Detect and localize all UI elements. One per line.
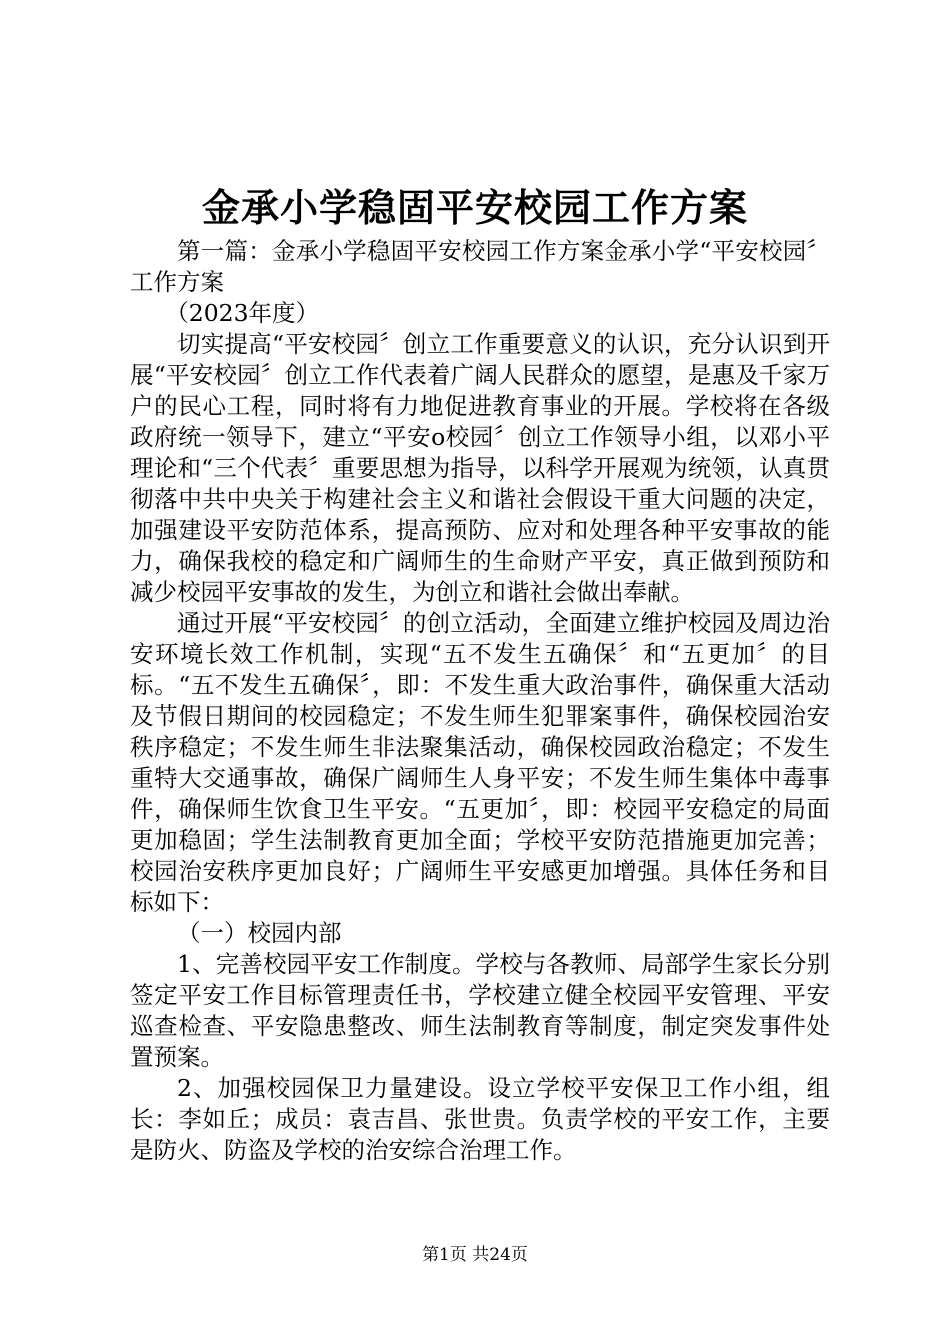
paragraph-importance: 切实提高“平安校园〞创立工作重要意义的认识，充分认识到开展“平安校园〞创立工作代表着广阔人民群众的愿望，是惠及千家万户的民心工程，同时将有力地促进教育事业的开展。学校将在各级政府统一领导下，建立“平安ο校园〞创立工作领导小组，以邓小平理论和“三个代表〞重要思想为指导，以科学开展观为统领，认真贯彻落中共中央关于构建社会主义和谐社会假设干重大问题的决定，加强建设平安防范体系，提高预防、应对和处理各种平安事故的能力，确保我校的稳定和广阔师生的生命财产平安，真正做到预防和减少校园平安事故的发生，为创立和谐社会做出奉献。 — [130, 330, 830, 606]
page-footer: 第1页 共24页 — [422, 1245, 528, 1265]
document-body — [130, 236, 830, 1166]
section-heading-campus-interior: （一）校园内部 — [177, 919, 342, 947]
paragraph-item-1: 1、完善校园平安工作制度。学校与各教师、局部学生家长分别签定平安工作目标管理责任书，学校建立健全校园平安管理、平安巡查检查、平安隐患整改、师生法制教育等制度，制定突发事件处置预案。 — [130, 950, 830, 1071]
paragraph-intro: 第一篇：金承小学稳固平安校园工作方案金承小学“平安校园〞工作方案 — [130, 237, 830, 296]
paragraph-item-2: 2、加强校园保卫力量建设。设立学校平安保卫工作小组，组长：李如丘；成员：袁吉昌、张世贵。负责学校的平安工作，主要是防火、防盗及学校的治安综合治理工作。 — [130, 1074, 830, 1164]
paragraph-year: （2023年度） — [165, 299, 320, 327]
document-title: 金承小学稳固平安校园工作方案 — [201, 185, 748, 230]
paragraph-goals: 通过开展“平安校园〞的创立活动，全面建立维护校园及周边治安环境长效工作机制，实现“五不发生五确保〞和“五更加〞的目标。“五不发生五确保〞，即：不发生重大政治事件，确保重大活动及节假日期间的校园稳定；不发生师生犯罪案事件，确保校园治安秩序稳定；不发生师生非法聚集活动，确保校园政治稳定；不发生重特大交通事故，确保广阔师生人身平安；不发生师生集体中毒事件，确保师生饮食卫生平安。“五更加〞，即：校园平安稳定的局面更加稳固；学生法制教育更加全面；学校平安防范措施更加完善；校园治安秩序更加良好；广阔师生平安感更加增强。具体任务和目标如下： — [130, 609, 830, 916]
